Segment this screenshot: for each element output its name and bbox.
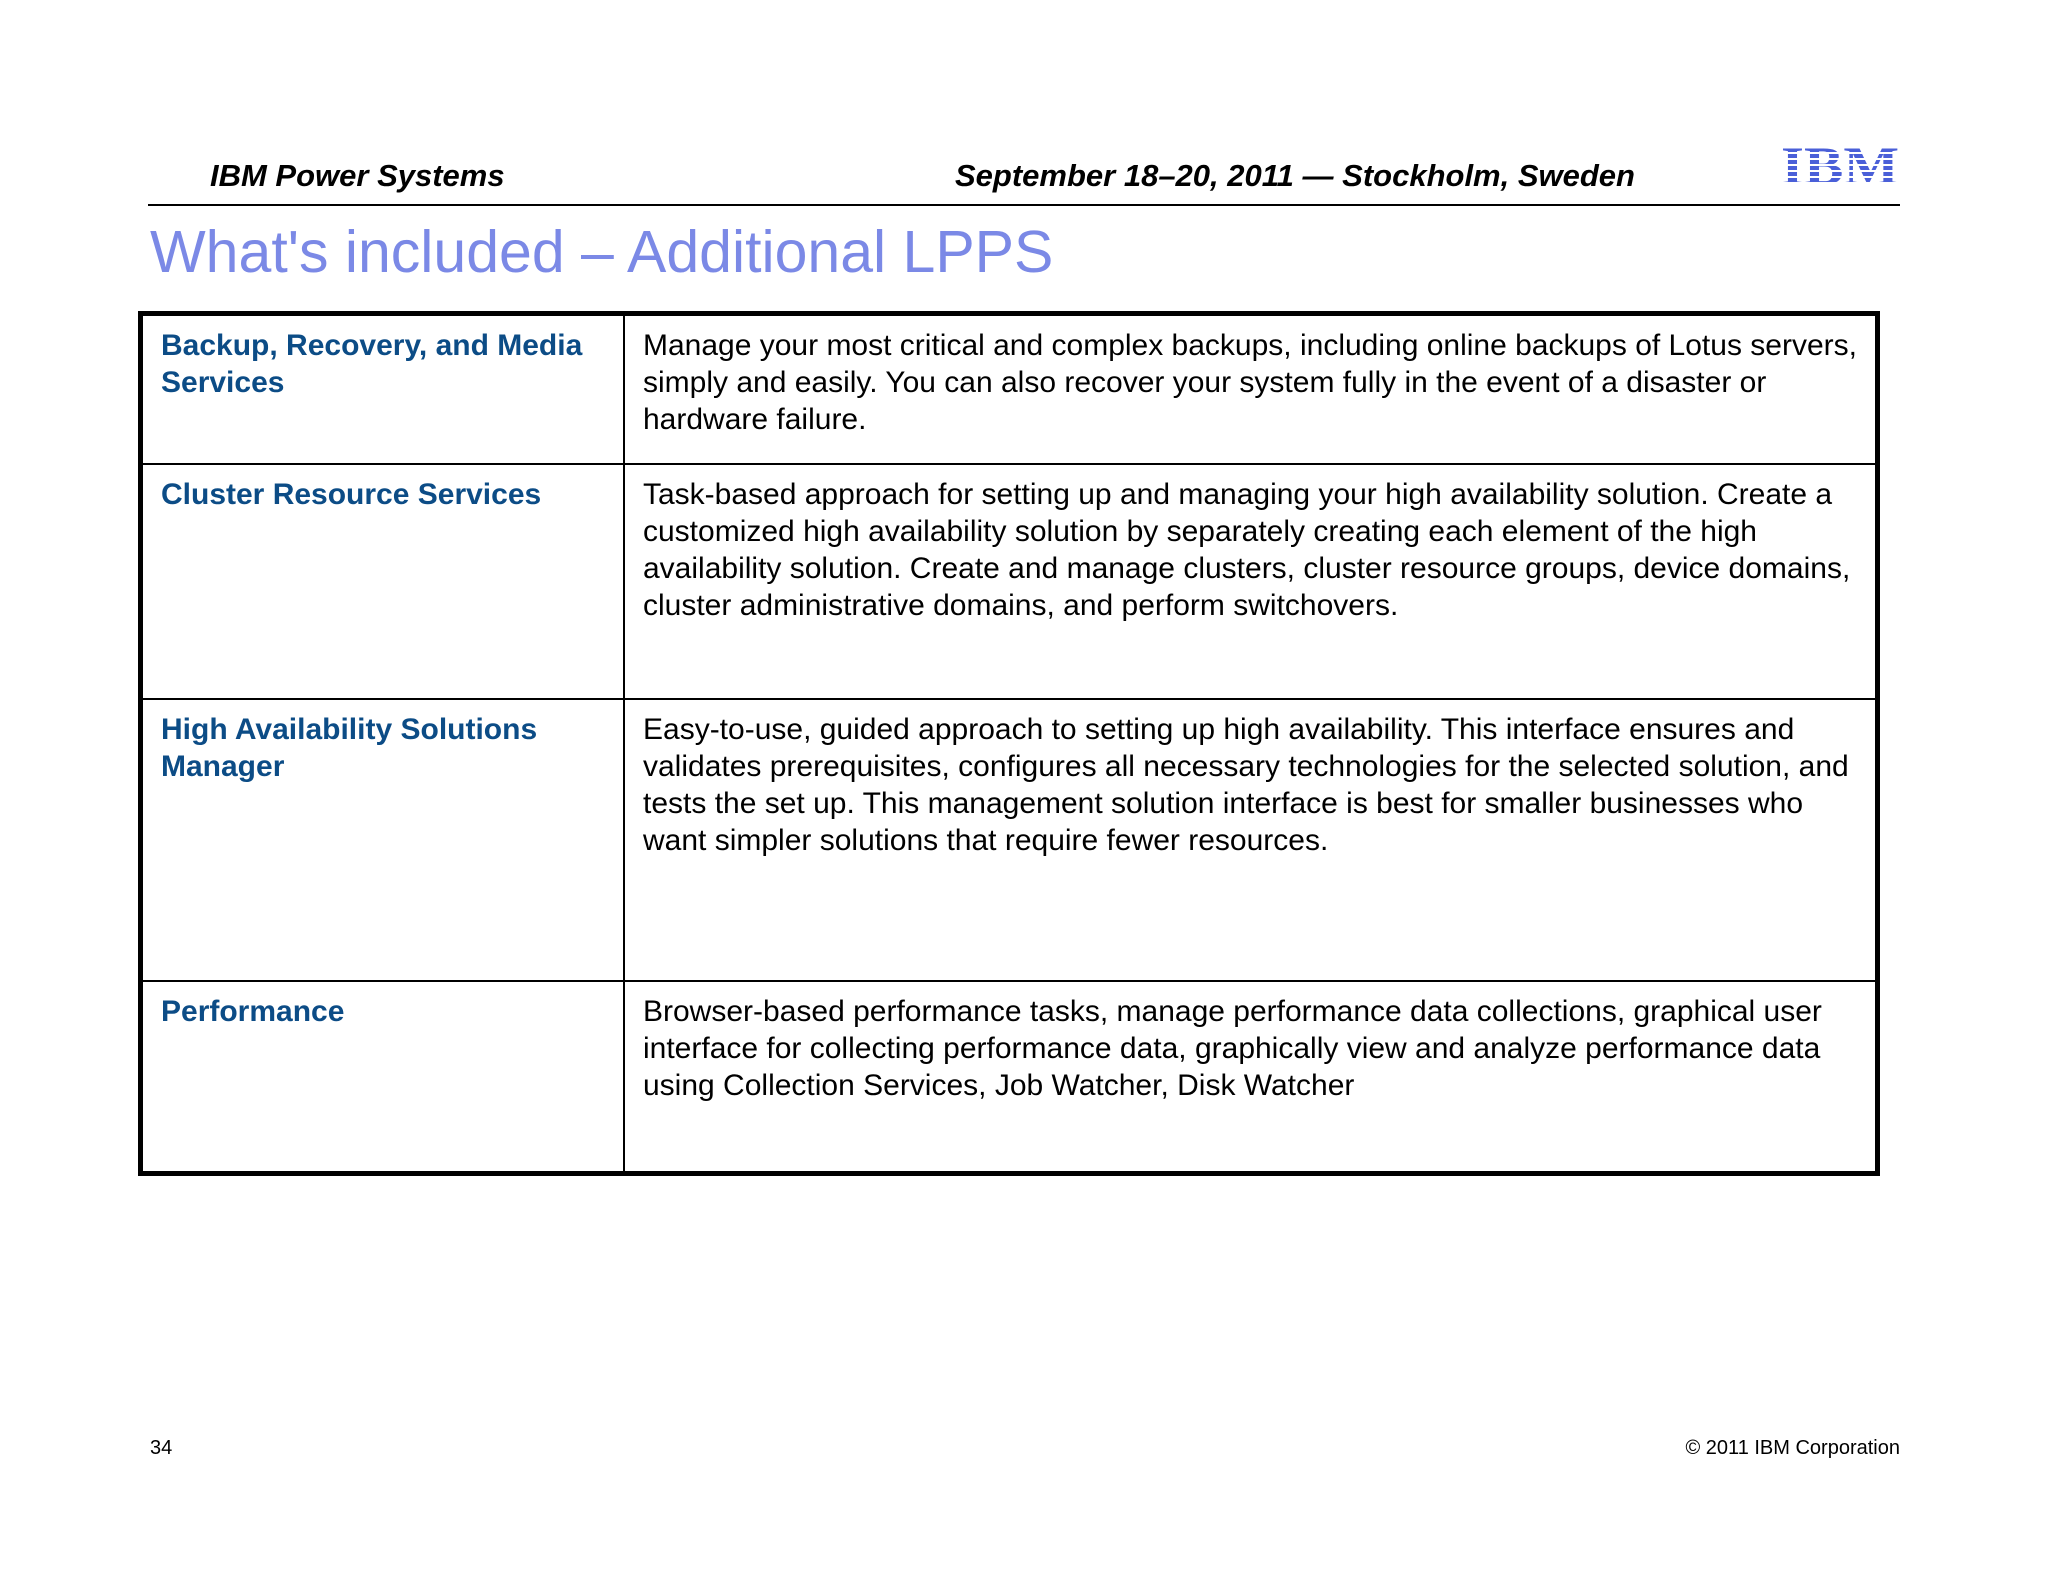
copyright-notice: © 2011 IBM Corporation [1685,1437,1900,1459]
table-row [141,464,1878,699]
table-row [141,699,1878,981]
lpps-description: Browser-based performance tasks, manage performance data collections, graphical user interface for collecting performance data, graphically view and analyze performance data using Collection Services, Job Watcher, Disk Watcher [624,981,1878,1174]
lpps-name: High Availability Solutions Manager [141,699,625,981]
ibm-logo [1780,138,1900,188]
header-event-info: September 18–20, 2011 — Stockholm, Sweden [955,158,1635,193]
lpps-description: Manage your most critical and complex backups, including online backups of Lotus servers, simply and easily. You can also recover your system fully in the event of a disaster or hardware failure. [624,314,1878,464]
lpps-name: Performance [141,981,625,1174]
lpps-table [138,311,1880,1176]
page-number: 34 [150,1437,173,1459]
lpps-description: Task-based approach for setting up and managing your high availability solution. Create a customized high availability solution by separately creating each element of the high availability solution. Create and manage clusters, cluster resource groups, device domains, cluster administrative domains, and perform switchovers. [624,464,1878,699]
table-row [141,981,1878,1174]
lpps-name: Cluster Resource Services [141,464,625,699]
table-row [141,314,1878,464]
page-title: What's included – Additional LPPS [150,219,1054,285]
header-product-name: IBM Power Systems [210,158,505,193]
lpps-name: Backup, Recovery, and Media Services [141,314,625,464]
lpps-description: Easy-to-use, guided approach to setting up high availability. This interface ensures and validates prerequisites, configures all necessary technologies for the selected solution, and tests the set up. This management solution interface is best for smaller businesses who want simpler solutions that require fewer resources. [624,699,1878,981]
header-divider [148,204,1900,206]
